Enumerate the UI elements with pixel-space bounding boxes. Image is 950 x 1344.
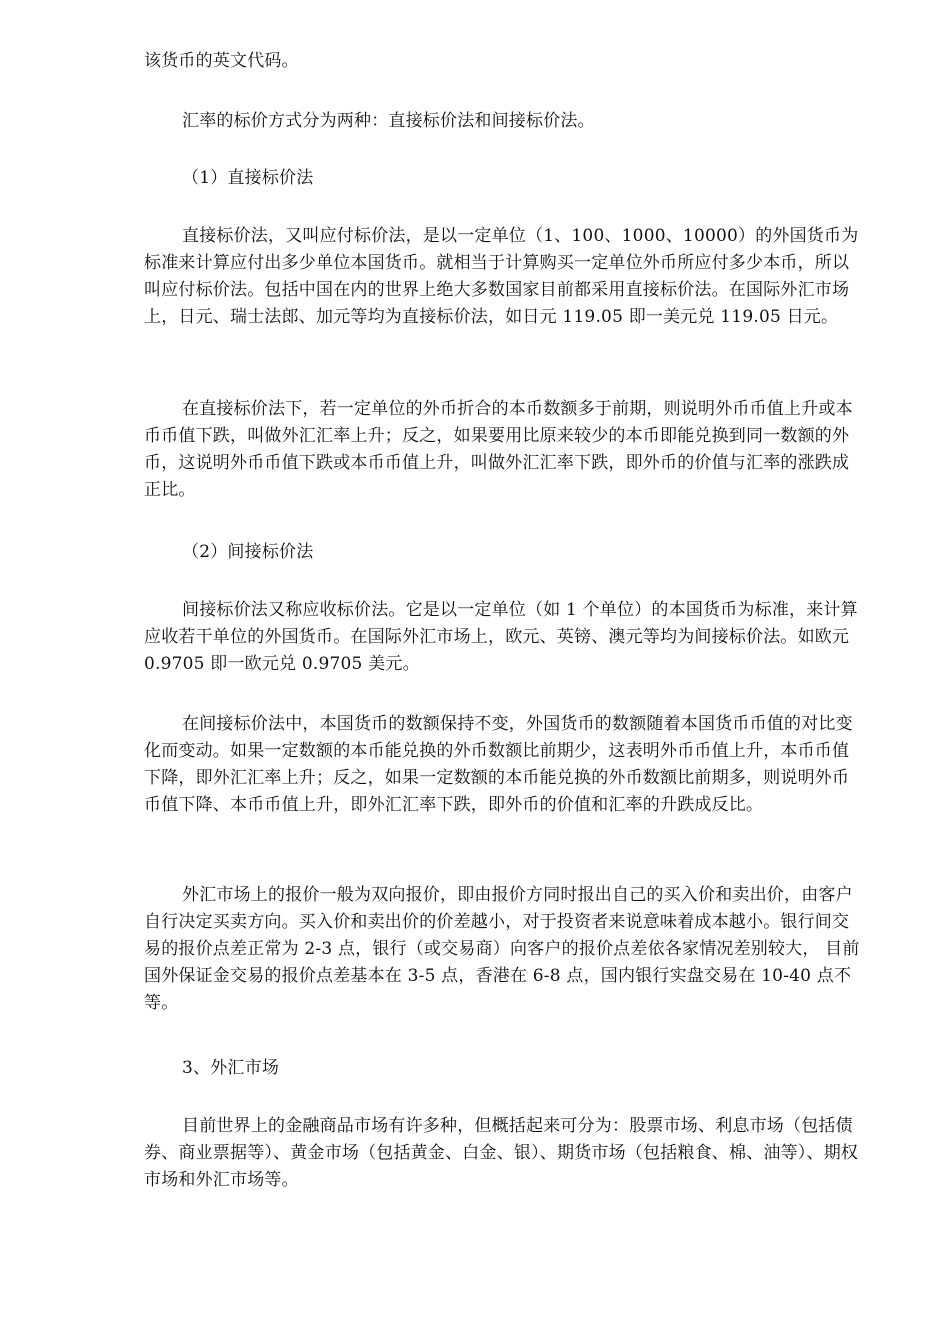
paragraph-direct-quotation-rule: 在直接标价法下，若一定单位的外币折合的本币数额多于前期，则说明外币币值上升或本币币值下跌，叫做外汇汇率上升；反之，如果要用比原来较少的本币即能兑换到同一数额的外币，这说明外币币值下跌或本币币值上升，叫做外汇汇率下跌，即外币的价值与汇率的涨跌成正比。: [144, 399, 853, 500]
paragraph-indirect-quotation-definition: 间接标价法又称应收标价法。它是以一定单位（如 1 个单位）的本国货币为标准，来计算应收若干单位的外国货币。在国际外汇市场上，欧元、英镑、澳元等均为间接标价法。如欧元 0.9705 即一欧元兑 0.9705 美元。: [144, 600, 858, 674]
paragraph-financial-markets: 目前世界上的金融商品市场有许多种，但概括起来可分为：股票市场、利息市场（包括债券、商业票据等）、黄金市场（包括黄金、白金、银）、期货市场（包括粮食、棉、油等）、期权市场和外汇市场等。: [144, 1116, 859, 1190]
section-heading-indirect-quotation: （2）间接标价法: [182, 542, 314, 562]
paragraph-continuation: 该货币的英文代码。: [144, 51, 299, 71]
section-heading-fx-market: 3、外汇市场: [182, 1058, 280, 1078]
paragraph-indirect-quotation-rule: 在间接标价法中，本国货币的数额保持不变，外国货币的数额随着本国货币币值的对比变化而变动。如果一定数额的本币能兑换的外币数额比前期少，这表明外币币值上升，本币币值下降，即外汇汇率上升；反之，如果一定数额的本币能兑换的外币数额比前期多，则说明外币币值下降、本币币值上升，即外汇汇率下跌，即外币的价值和汇率的升跌成反比。: [144, 714, 853, 815]
paragraph-two-way-quotation: 外汇市场上的报价一般为双向报价，即由报价方同时报出自己的买入价和卖出价，由客户自行决定买卖方向。买入价和卖出价的价差越小，对于投资者来说意味着成本越小。银行间交易的报价点差正常为 2-3 点，银行（或交易商）向客户的报价点差依各家情况差别较大， 目前国外保证金交易的报价点差基本在 3-5 点，香港在 6-8 点，国内银行实盘交易在 10-40 点不等。: [144, 885, 860, 1013]
section-heading-direct-quotation: （1）直接标价法: [182, 168, 314, 188]
paragraph-intro-quotation-methods: 汇率的标价方式分为两种：直接标价法和间接标价法。: [182, 111, 595, 131]
paragraph-direct-quotation-definition: 直接标价法，又叫应付标价法，是以一定单位（1、100、1000、10000）的外国货币为标准来计算应付出多少单位本国货币。就相当于计算购买一定单位外币所应付多少本币，所以叫应付标价法。包括中国在内的世界上绝大多数国家目前都采用直接标价法。在国际外汇市场上，日元、瑞士法郎、加元等均为直接标价法，如日元 119.05 即一美元兑 119.05 日元。: [144, 226, 859, 327]
